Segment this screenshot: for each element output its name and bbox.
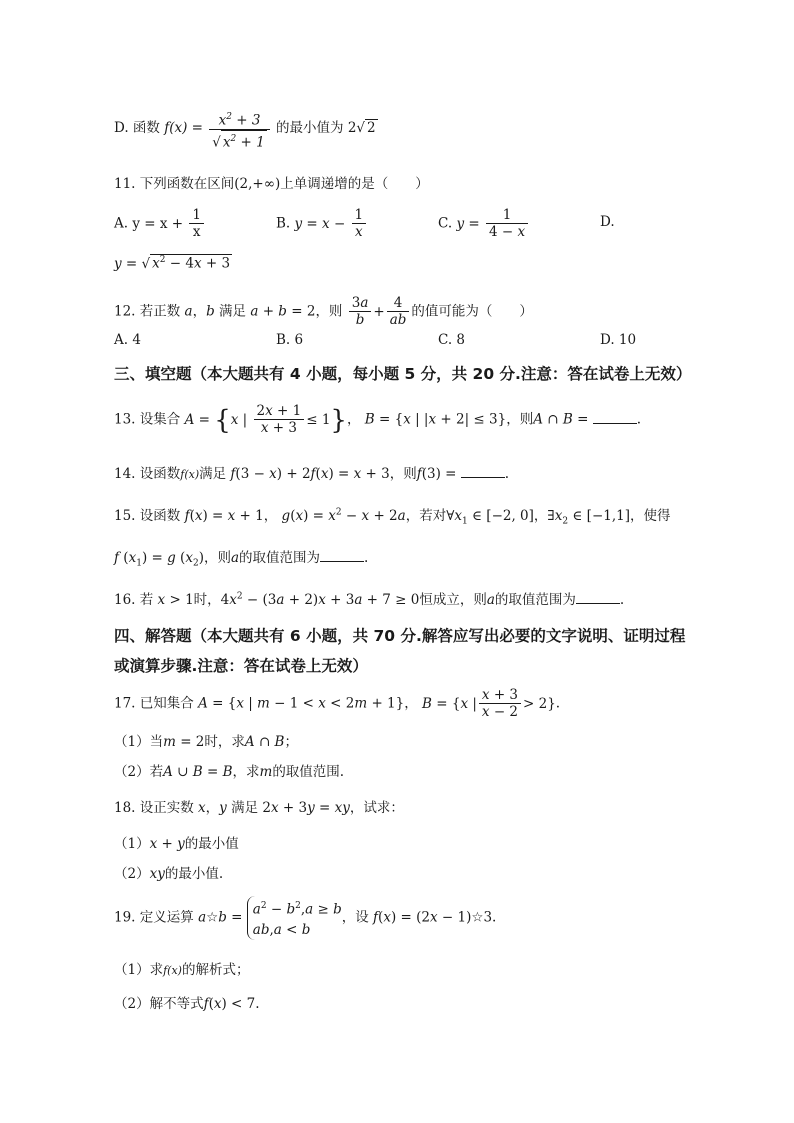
- q19-part1: （1）求f(x)的解析式；: [114, 962, 250, 978]
- q13: 13. 设集合 A = {x | $\frac{2x + 1}{x + 3}$ ≤ 1}， B = {x | |x + 2| ≤ 3}，则A ∩ B = .: [114, 403, 641, 436]
- q11-interval: (2,+∞): [234, 176, 281, 192]
- q18-cond: 满足: [231, 800, 259, 816]
- q15-sep: ，: [263, 508, 278, 524]
- q12-tail: 的值可能为（ ）: [411, 303, 533, 320]
- q19-stem: 19. 定义运算: [114, 909, 194, 926]
- q19-end: .: [492, 909, 497, 926]
- q12-cond: 满足: [219, 303, 247, 320]
- q16-tail: 的取值范围为: [494, 592, 576, 608]
- q15-end: .: [364, 550, 369, 566]
- q12-stem-text: 12. 若正数: [114, 303, 181, 320]
- q11-option-c: C. y = $\frac{1}{4 - x}$: [438, 208, 530, 240]
- q19-p1: （1）求: [114, 962, 164, 978]
- q11-a-label: A.: [114, 215, 129, 232]
- q11-stem-text: 11. 下列函数在区间: [114, 176, 235, 192]
- q18-part1: （1）x + y的最小值: [114, 836, 239, 852]
- section-4-title-line1: 四、解答题（本大题共有 6 小题，共 70 分.解答应写出必要的文字说明、证明过程: [114, 627, 686, 645]
- q12-stem: 12. 若正数 a，b 满足 a + b = 2，则 $\frac{3a}{b}$ + $\frac{4}{ab}$ 的值可能为（ ）: [114, 295, 533, 328]
- q11-option-d-formula: y = √ $x^2 - 4x + 3$: [114, 255, 231, 272]
- q14-stem: 14. 设函数: [114, 466, 181, 482]
- q15-line2: f $(x_1) = g$ $(x_2)$，则a的取值范围为 .: [114, 550, 369, 569]
- q15-stem: 15. 设函数: [114, 508, 181, 524]
- q17: 17. 已知集合 A = {x | m − 1 < x < 2m + 1}， B = {x | $\frac{x + 3}{x - 2}$ > 2}.: [114, 687, 561, 720]
- q17-part2: （2）若A ∪ B = B，求m的取值范围.: [114, 764, 345, 780]
- q12-option-b: B. 6: [276, 332, 304, 348]
- q12-option-c: C. 8: [438, 332, 466, 348]
- q15-tail: ，使得: [630, 508, 671, 524]
- q19-cases: $a^2 - b^2,a \ge b$ ab,a < b: [247, 896, 342, 940]
- q19-p1-tail: 的解析式；: [181, 962, 250, 978]
- q11-tail: 上单调递增的是（ ）: [280, 176, 429, 192]
- q19-p2: （2）解不等式: [114, 996, 204, 1012]
- q15-line2-tail: 的取值范围为: [239, 550, 321, 566]
- q17-p2-tail: 的取值范围.: [272, 764, 345, 780]
- q11-option-a: A. y = x + $\frac{1}{x}$: [114, 208, 206, 240]
- q11-option-d: [600, 214, 615, 230]
- q14-answer-blank[interactable]: [461, 465, 505, 478]
- q17-end: .: [555, 695, 561, 712]
- q13-end: .: [636, 411, 641, 428]
- q12-option-d: D. 10: [600, 332, 637, 348]
- q14: 14. 设函数f(x)满足 f(3 − x) + 2f(x) = x + 3，则f(3) = .: [114, 466, 510, 482]
- q11-b-label: B.: [276, 215, 291, 232]
- q15-answer-blank[interactable]: [320, 549, 364, 562]
- q16-hold: 恒成立，则: [419, 592, 487, 608]
- q16: 16. 若 x > 1时，$4x^2 - (3a + 2)x + 3a + 7 \ge 0$恒成立，则a的取值范围为 .: [114, 591, 625, 608]
- q14-end: .: [504, 466, 510, 482]
- q12-option-a: A. 4: [114, 332, 141, 348]
- q12-sep: ，: [192, 303, 207, 320]
- q18: 18. 设正实数 x，y 满足 2x + 3y = xy，试求：: [114, 800, 404, 816]
- q18-p1-tail: 的最小值: [184, 836, 239, 852]
- q11-option-b: B. y = x − $\frac{1}{x}$: [276, 208, 368, 240]
- q19-p2-end: .: [255, 996, 260, 1012]
- q10d-formula: f(x) = $\frac{x^2 + 3}{√ x^2 + 1}$: [164, 120, 272, 136]
- q10d-label: D. 函数: [114, 120, 160, 136]
- q14-then: ，则: [389, 466, 417, 482]
- q13-sep: ，: [346, 411, 361, 428]
- q17-p1: （1）当: [114, 734, 164, 750]
- q18-part2: （2）xy的最小值.: [114, 866, 224, 882]
- q17-p1-end: ；: [284, 734, 298, 750]
- q16-stem: 16. 若: [114, 592, 154, 608]
- section-4-title-line2: 或演算步骤.注意：答在试卷上无效）: [114, 657, 368, 675]
- q11-c-label: C.: [438, 215, 453, 232]
- q18-tail: ，试求：: [349, 800, 404, 816]
- q14-cond: 满足: [199, 466, 227, 482]
- q12-then: ，则: [315, 303, 343, 320]
- q15-cond: ，若对: [405, 508, 447, 524]
- q16-answer-blank[interactable]: [576, 591, 620, 604]
- q10d-tail: 的最小值为: [276, 120, 344, 136]
- q17-part1: （1）当m = 2时，求A ∩ B；: [114, 734, 298, 750]
- q19-sep: ，设: [341, 909, 369, 926]
- q17-p2: （2）若: [114, 764, 164, 780]
- q18-p2: （2）: [114, 866, 150, 882]
- q11-stem: [114, 172, 429, 192]
- q16-end: .: [619, 592, 625, 608]
- q18-p2-tail: 的最小值.: [164, 866, 224, 882]
- q18-sep: ，: [205, 800, 220, 816]
- q15-line1: 15. 设函数 f(x) = x + 1， $g(x) = x^2 - x + 2a$，若对$\forall x_1$ ∈ [−2, 0]，$\exists x_2$ ∈ [−1,1]，使得: [114, 507, 671, 527]
- q15-then: ，则: [203, 550, 231, 566]
- q10d-answer: 2√ 2: [347, 120, 376, 136]
- q13-answer-blank[interactable]: [593, 411, 637, 424]
- q19: 19. 定义运算 a☆b = $a^2 - b^2,a \ge b$ ab,a < b ，设 f(x) = (2x − 1)☆3.: [114, 896, 496, 940]
- q17-stem: 17. 已知集合: [114, 695, 194, 712]
- q11-d-label: D.: [600, 214, 615, 230]
- q13-stem: 13. 设集合: [114, 411, 181, 428]
- q13-then: ，则: [506, 411, 534, 428]
- q15-sep2: ，: [533, 508, 548, 524]
- section-3-title: 三、填空题（本大题共有 4 小题，每小题 5 分，共 20 分.注意：答在试卷上无效）: [114, 365, 692, 383]
- q17-sep: ，: [404, 695, 418, 712]
- q16-when: 时，: [193, 592, 221, 608]
- q19-part2: （2）解不等式f(x) < 7.: [114, 996, 260, 1012]
- q17-p2-mid: ，求: [232, 764, 260, 780]
- q17-p1-tail: 时，求: [204, 734, 245, 750]
- q18-p1: （1）: [114, 836, 150, 852]
- q10-option-d: [114, 110, 378, 150]
- q18-stem: 18. 设正实数: [114, 800, 194, 816]
